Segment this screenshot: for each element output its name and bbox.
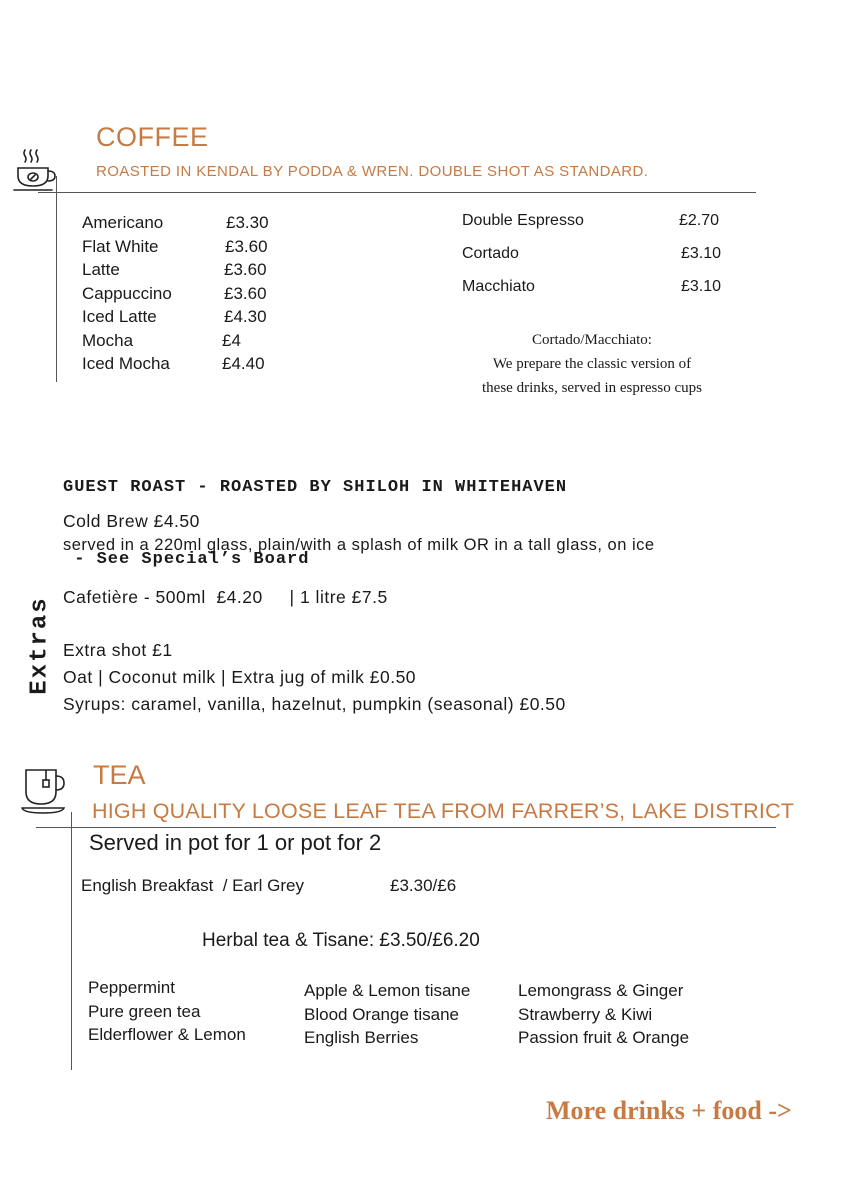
list-item: Double Espresso £2.70 bbox=[462, 212, 720, 229]
cortado-note: Cortado/Macchiato: We prepare the classic version of these drinks, served in espresso cups bbox=[482, 332, 702, 396]
herbal-heading: Herbal tea & Tisane: £3.50/£6.20 bbox=[202, 930, 480, 951]
list-item: Iced Mocha £4.40 bbox=[82, 354, 265, 373]
cafetiere: Cafetière - 500ml £4.20 | 1 litre £7.5 bbox=[63, 587, 388, 607]
list-item: Apple & Lemon tisane bbox=[304, 981, 471, 1000]
tea-served: Served in pot for 1 or pot for 2 bbox=[89, 830, 382, 855]
cold-brew: Cold Brew £4.50 bbox=[63, 511, 200, 531]
list-item: Macchiato £3.10 bbox=[462, 278, 722, 295]
extra-shot: Extra shot £1 bbox=[63, 640, 173, 660]
list-item: Flat White £3.60 bbox=[82, 236, 268, 256]
coffee-divider bbox=[38, 192, 756, 193]
espresso-price-list bbox=[462, 212, 732, 311]
coffee-vertical-rule bbox=[56, 176, 57, 382]
list-item: Mocha £4 bbox=[82, 330, 241, 350]
list-item: English Berries bbox=[304, 1028, 419, 1047]
list-item: Cappuccino £3.60 bbox=[82, 283, 267, 303]
tea-vertical-rule bbox=[71, 812, 72, 1070]
tea-subtitle: HIGH QUALITY LOOSE LEAF TEA FROM FARRER’S, LAKE DISTRICT bbox=[92, 799, 795, 823]
milk-options: Oat | Coconut milk | Extra jug of milk £0.50 bbox=[63, 667, 417, 687]
list-item: Cortado £3.10 bbox=[462, 245, 722, 262]
list-item: Passion fruit & Orange bbox=[518, 1028, 690, 1047]
cold-brew-description: served in a 220ml glass, plain/with a splash of milk OR in a tall glass, on ice bbox=[63, 536, 655, 554]
list-item: Iced Latte £4.30 bbox=[82, 307, 267, 326]
tea-cup-icon bbox=[20, 766, 68, 821]
herbal-column-2 bbox=[304, 979, 470, 1050]
tea-divider bbox=[36, 827, 776, 828]
list-item: Latte £3.60 bbox=[82, 260, 267, 279]
more-drinks-link[interactable]: More drinks + food -> bbox=[546, 1096, 792, 1125]
extras-label: Extras bbox=[26, 596, 54, 695]
coffee-subtitle: ROASTED IN KENDAL BY PODDA & WREN. DOUBLE SHOT AS STANDARD. bbox=[96, 163, 649, 180]
list-item: Americano £3.30 bbox=[82, 213, 269, 232]
coffee-title: COFFEE bbox=[96, 122, 209, 152]
tea-title: TEA bbox=[93, 760, 146, 790]
list-item: Pure green tea bbox=[88, 1001, 201, 1021]
syrups: Syrups: caramel, vanilla, hazelnut, pumpkin (seasonal) £0.50 bbox=[63, 694, 566, 714]
coffee-price-list bbox=[82, 211, 282, 376]
herbal-column-3 bbox=[518, 979, 689, 1050]
list-item: Elderflower & Lemon bbox=[88, 1025, 246, 1044]
herbal-column-1 bbox=[88, 976, 246, 1047]
guest-roast: GUEST ROAST - ROASTED BY SHILOH IN WHITEHAVEN - See Special’s Board bbox=[63, 478, 568, 569]
list-item: Strawberry & Kiwi bbox=[518, 1004, 653, 1024]
breakfast-tea-name: English Breakfast / Earl Grey bbox=[81, 876, 304, 895]
list-item: Peppermint bbox=[88, 978, 175, 997]
list-item: Lemongrass & Ginger bbox=[518, 981, 684, 1000]
breakfast-tea-price: £3.30/£6 bbox=[390, 876, 457, 895]
list-item: Blood Orange tisane bbox=[304, 1004, 459, 1024]
